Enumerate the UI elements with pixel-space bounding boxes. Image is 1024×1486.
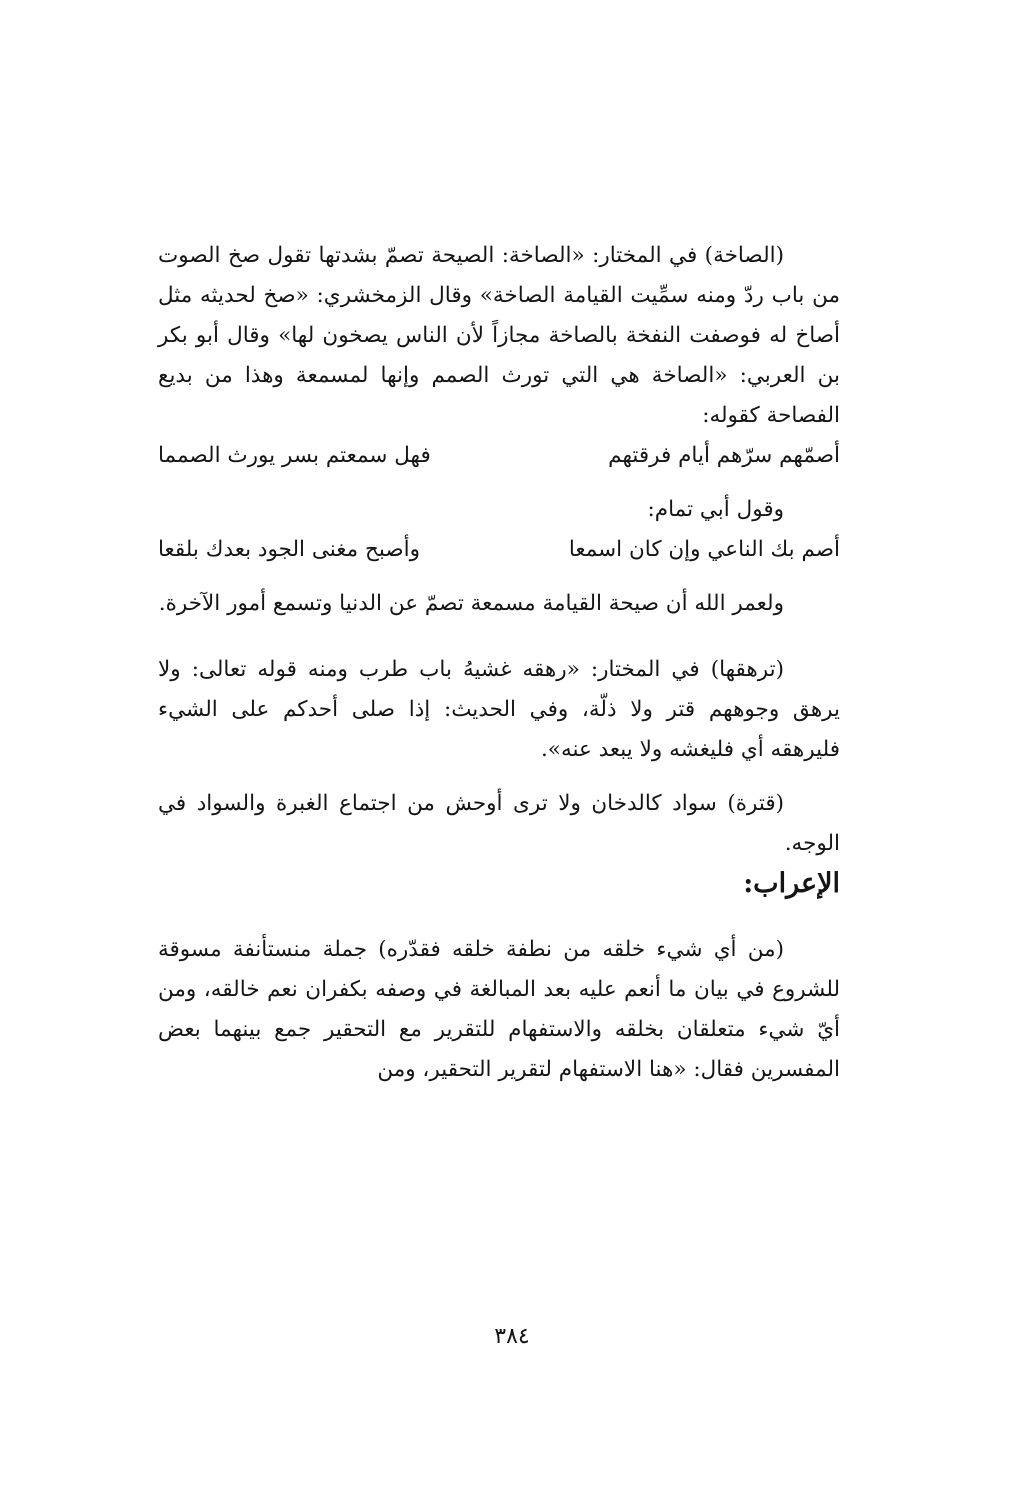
page-body <box>158 236 840 1090</box>
verse-2-first-hemistich: أصم بك الناعي وإن كان اسمعا <box>568 537 840 562</box>
section-heading-irab: الإعراب: <box>743 868 840 899</box>
paragraph-abu-tammam: وقول أبي تمام: <box>647 497 784 522</box>
paragraph-tarhaquha: (ترهقها) في المختار: «رهقه غشيهُ باب طرب ومنه قوله تعالى: ولا يرهق وجوههم قتر ولا ذلّة، وفي الحديث: إذا صلى أحدكم على الشيء فليرهقه أي فليغشه ولا يبعد عنه». <box>158 657 840 762</box>
verse-1-first-hemistich: أصمّهم سرّهم أيام فرقتهم <box>608 443 840 468</box>
verse-1 <box>158 436 840 476</box>
paragraph-irab: (من أي شيء خلقه من نطفة خلقه فقدّره) جملة منستأنفة مسوقة للشروع في بيان ما أنعم عليه بعد المبالغة في وصفه بكفران نعم خالقه، ومن أيّ شيء متعلقان بخلقه والاستفهام للتقرير مع التحقير جمع بينهما بعض المفسرين فقال: «هنا الاستفهام لتقرير التحقير، ومن <box>158 937 840 1082</box>
page-number: ٣٨٤ <box>494 1324 530 1349</box>
paragraph-sakhkha: (الصاخة) في المختار: «الصاخة: الصيحة تصمّ بشدتها تقول صخ الصوت من باب ردّ ومنه سمِّيت القيامة الصاخة» وقال الزمخشري: «صخ لحديثه مثل أصاخ له فوصفت النفخة بالصاخة مجازاً لأن الناس يصخون لها» وقال أبو بكر بن العربي: «الصاخة هي التي تورث الصمم وإنها لمسمعة وهذا من بديع الفصاحة كقوله: <box>158 243 840 428</box>
paragraph-qatara: (قترة) سواد كالدخان ولا ترى أوحش من اجتماع الغبرة والسواد في الوجه. <box>158 791 840 856</box>
verse-2 <box>158 530 840 570</box>
paragraph-qiyama: ولعمر الله أن صيحة القيامة مسمعة تصمّ عن الدنيا وتسمع أمور الآخرة. <box>158 591 784 616</box>
verse-1-second-hemistich: فهل سمعتم بسر يورث الصمما <box>158 443 431 468</box>
verse-2-second-hemistich: وأصبح مغنى الجود بعدك بلقعا <box>158 537 420 562</box>
